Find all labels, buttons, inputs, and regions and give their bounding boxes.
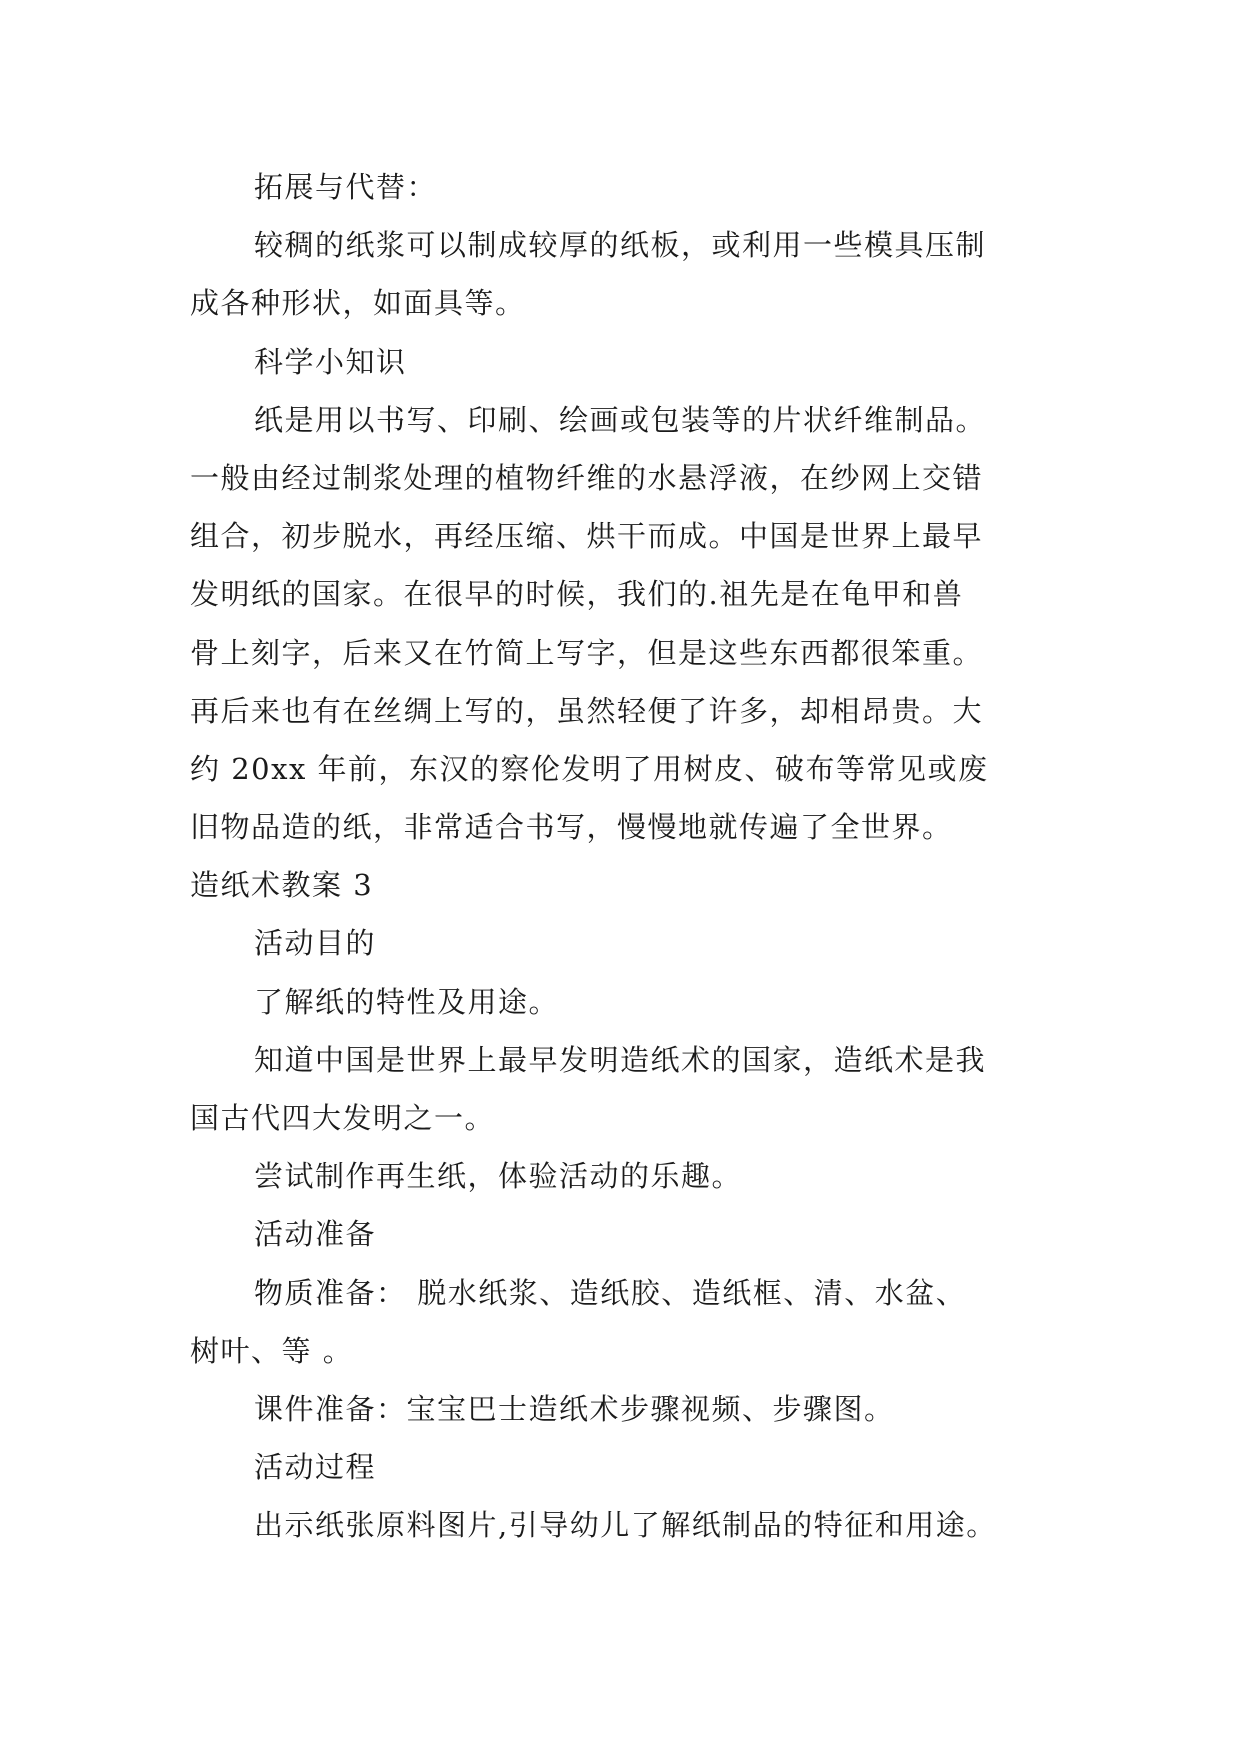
paragraph-line: 纸是用以书写、印刷、绘画或包装等的片状纤维制品。 (254, 402, 987, 437)
paragraph-line: 尝试制作再生纸，体验活动的乐趣。 (254, 1159, 743, 1194)
paragraph-line: 骨上刻字，后来又在竹简上写字，但是这些东西都很笨重。 (190, 635, 984, 670)
paragraph-line: 再后来也有在丝绸上写的，虽然轻便了许多，却相昂贵。大 (190, 693, 984, 728)
paragraph-heading-goal: 活动目的 (254, 926, 377, 961)
paragraph-line: 课件准备：宝宝巴士造纸术步骤视频、步骤图。 (254, 1391, 895, 1426)
paragraph-line: 国古代四大发明之一。 (190, 1101, 496, 1135)
paragraph-line: 树叶、等 。 (190, 1333, 354, 1368)
paragraph-line: 知道中国是世界上最早发明造纸术的国家，造纸术是我 (254, 1042, 987, 1077)
paragraph-line: 物质准备： 脱水纸浆、造纸胶、造纸框、清、水盆、 (254, 1275, 967, 1310)
paragraph-heading-preparation: 活动准备 (254, 1217, 377, 1252)
paragraph-line: 组合，初步脱水，再经压缩、烘干而成。中国是世界上最早 (190, 519, 984, 554)
paragraph-heading-science: 科学小知识 (254, 344, 407, 379)
paragraph-line: 旧物品造的纸，非常适合书写，慢慢地就传遍了全世界。 (190, 810, 953, 845)
document-body (190, 158, 1056, 1555)
paragraph-line: 较稠的纸浆可以制成较厚的纸板，或利用一些模具压制 (254, 228, 987, 263)
paragraph-line: 出示纸张原料图片,引导幼儿了解纸制品的特征和用途。 (254, 1508, 997, 1543)
paragraph-heading-process: 活动过程 (254, 1450, 377, 1485)
paragraph-line: 约 20xx 年前，东汉的察伦发明了用树皮、破布等常见或废 (190, 751, 989, 786)
paragraph-line: 一般由经过制浆处理的植物纤维的水悬浮液，在纱网上交错 (190, 460, 984, 495)
paragraph-line: 成各种形状，如面具等。 (190, 286, 526, 321)
section-title: 造纸术教案 3 (190, 868, 374, 903)
paragraph-line: 了解纸的特性及用途。 (254, 984, 560, 1019)
paragraph-heading-extension: 拓展与代替： (254, 170, 438, 204)
paragraph-line: 发明纸的国家。在很早的时候，我们的.祖先是在龟甲和兽 (190, 577, 964, 612)
